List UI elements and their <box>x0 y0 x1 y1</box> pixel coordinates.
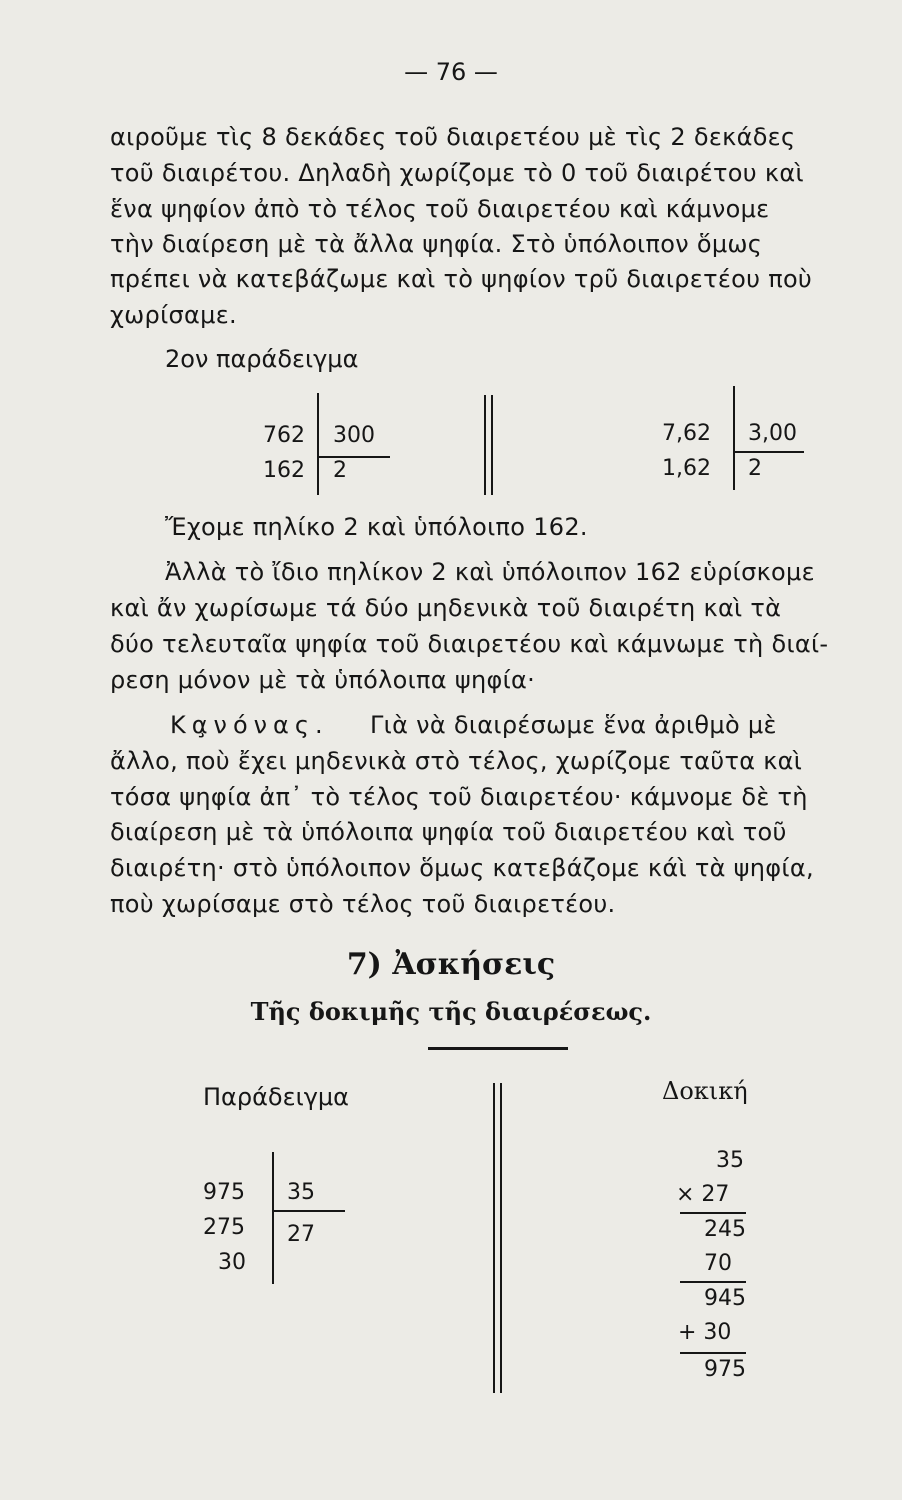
check-label: Δοκική <box>662 1077 748 1105</box>
paragraph-line: καὶ ἄν χωρίσωμε τά δύο μηδενικὰ τοῦ διαιρέτη καὶ τὰ <box>110 594 782 622</box>
separator <box>493 1083 495 1393</box>
divisor-underline <box>734 451 804 453</box>
check-total: 975 <box>704 1357 746 1382</box>
check-product-2: 70 <box>704 1251 732 1276</box>
rule-line: ἄλλο, ποὺ ἔχει μηδενικὰ στὸ τέλος, χωρίζομε ταῦτα καὶ <box>110 747 803 775</box>
page-number: — 76 — <box>404 58 498 86</box>
divider <box>428 1047 568 1050</box>
paragraph-line: ἕνα ψηφίον ἀπὸ τὸ τέλος τοῦ διαιρετέου καὶ κάμνομε <box>110 195 770 223</box>
rule-line: διαιρέτη· στὸ ὑπόλοιπον ὅμως κατεβάζομε κάὶ τὰ ψηφία, <box>110 854 814 882</box>
paragraph-line: τοῦ διαιρέτου. Δηλαδὴ χωρίζομε τὸ 0 τοῦ διαιρέτου καὶ <box>110 159 804 187</box>
section-subtitle: Τῆς δοκιμῆς τῆς διαιρέσεως. <box>250 997 652 1026</box>
rule-line-2 <box>680 1281 746 1283</box>
divisor-underline <box>273 1210 345 1212</box>
dividend: 7,62 <box>662 421 711 446</box>
check-sum: 945 <box>704 1286 746 1311</box>
rule-label: Κα̧νόνας. <box>170 711 329 739</box>
section-title: 7) Ἀσκήσεις <box>346 947 556 982</box>
divisor: 3,00 <box>748 421 797 446</box>
paragraph-line: τὴν διαίρεση μὲ τὰ ἄλλα ψηφία. Στὸ ὑπόλοιπον ὅμως <box>110 230 763 258</box>
check-factor: 35 <box>716 1148 744 1173</box>
rule-line: τόσα ψηφία ἀπ᾽ τὸ τέλος τοῦ διαιρετέου· κάμνομε δὲ τὴ <box>110 783 808 811</box>
separator <box>484 395 486 495</box>
paragraph-line: πρέπει νὰ κατεβάζωμε καὶ τὸ ψηφίον τρῦ διαιρετέου ποὺ <box>110 265 813 293</box>
paragraph-line: δύο τελευταῖα ψηφία τοῦ διαιρετέου καὶ κάμνωμε τὴ διαί- <box>110 630 829 658</box>
rule-line: Γιὰ νὰ διαιρέσωμε ἕνα ἀριθμὸ μὲ <box>370 711 777 739</box>
check-product-1: 245 <box>704 1217 746 1242</box>
dividend: 975 <box>203 1180 245 1205</box>
rule-line: διαίρεση μὲ τὰ ὑπόλοιπα ψηφία τοῦ διαιρετέου καὶ τοῦ <box>110 818 787 846</box>
paragraph-line: ρεση μόνον μὲ τὰ ὑπόλοιπα ψηφία· <box>110 666 536 694</box>
remainder: 30 <box>218 1250 246 1275</box>
quotient: 2 <box>748 456 762 481</box>
quotient: 27 <box>287 1222 315 1247</box>
divisor: 300 <box>333 423 375 448</box>
check-multiplier: × 27 <box>676 1182 730 1207</box>
rule-line-1 <box>680 1212 746 1214</box>
divisor: 35 <box>287 1180 315 1205</box>
division-bar <box>317 393 319 495</box>
rule-line: ποὺ χωρίσαμε στὸ τέλος τοῦ διαιρετέου. <box>110 890 616 918</box>
division-bar <box>272 1152 274 1284</box>
separator <box>491 395 493 495</box>
paragraph-line: Ἀλλὰ τὸ ἴδιο πηλίκον 2 καὶ ὑπόλοιπον 162 εὑρίσκομε <box>165 558 815 586</box>
divisor-underline <box>318 456 390 458</box>
partial: 275 <box>203 1215 245 1240</box>
dividend: 762 <box>263 423 305 448</box>
example-label: Παράδειγμα <box>203 1083 349 1111</box>
separator <box>500 1083 502 1393</box>
example-heading: 2ον παράδειγμα <box>165 345 359 373</box>
division-bar <box>733 386 735 490</box>
rule-line-3 <box>680 1352 746 1354</box>
paragraph-line: χωρίσαμε. <box>110 301 237 329</box>
remainder: 162 <box>263 458 305 483</box>
quotient: 2 <box>333 458 347 483</box>
remainder: 1,62 <box>662 456 711 481</box>
result-line: Ἔχομε πηλίκο 2 καὶ ὑπόλοιπο 162. <box>165 513 588 541</box>
paragraph-line: αιροῦμε τὶς 8 δεκάδες τοῦ διαιρετέου μὲ τὶς 2 δεκάδες <box>110 123 796 151</box>
check-remainder: + 30 <box>678 1320 732 1345</box>
